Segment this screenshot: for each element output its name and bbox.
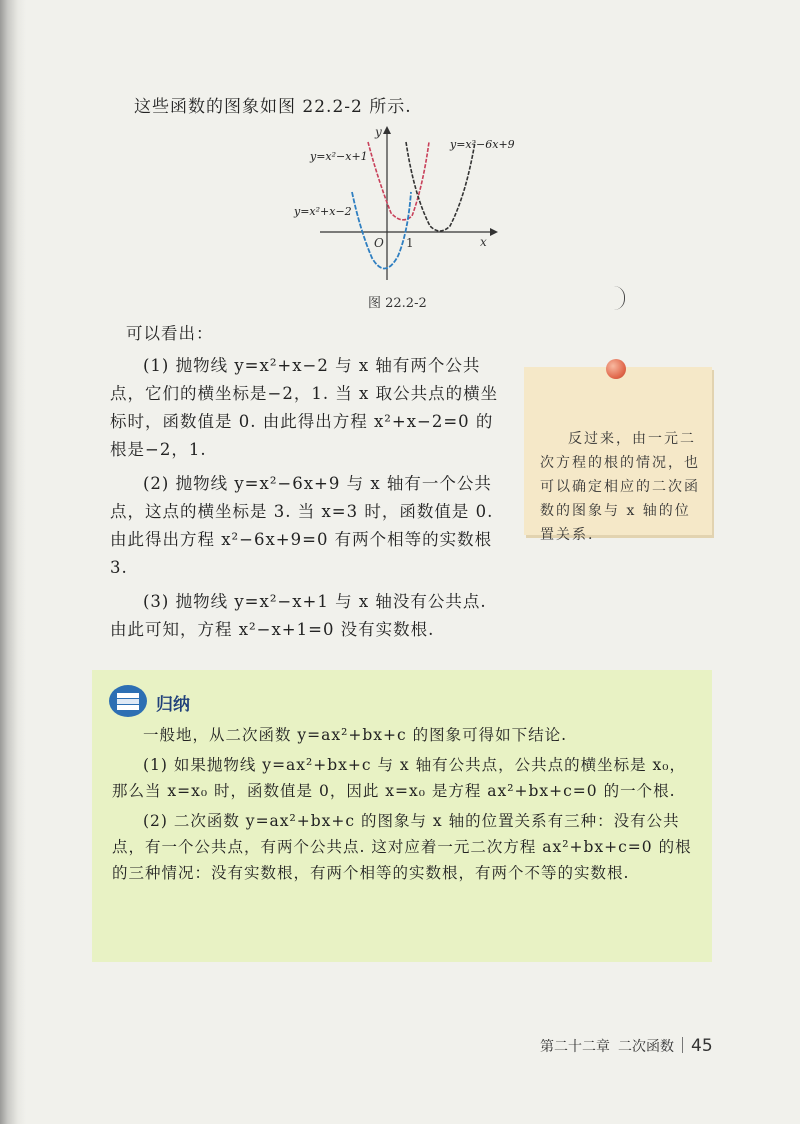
curve-x2-minus-x-plus-1 (368, 142, 429, 220)
axis-x-label: x (480, 235, 487, 249)
side-note (524, 367, 712, 543)
observation-item-1: (1) 抛物线 y=x²+x−2 与 x 轴有两个公共点，它们的横坐标是−2，1. 当 x 取公共点的横坐标时，函数值是 0. 由此得出方程 x²+x−2=0 的根是−2，1. (110, 356, 499, 459)
pushpin-icon (606, 359, 626, 379)
observation-item-2: (2) 抛物线 y=x²−6x+9 与 x 轴有一个公共点，这点的横坐标是 3. 当 x=3 时，函数值是 0. 由此得出方程 x²−6x+9=0 有两个相等的实数根 3. (110, 474, 494, 577)
summary-body (112, 722, 702, 886)
x-axis-arrow (490, 228, 498, 236)
summary-box (92, 670, 712, 962)
curve-label-x2-plus-x-minus-2: y=x²+x−2 (294, 205, 352, 218)
parabola-graph (290, 120, 540, 290)
chapter-title: 二次函数 (618, 1039, 674, 1055)
page-footer (540, 1036, 713, 1056)
page-binding-edge (0, 0, 26, 1124)
axis-y-label: y (375, 125, 382, 139)
curve-label-x2-minus-6x-plus-9: y=x²−6x+9 (450, 138, 515, 151)
observation-text (110, 320, 505, 644)
y-axis-arrow (383, 126, 391, 134)
intro-sentence: 这些函数的图象如图 22.2-2 所示. (134, 97, 412, 117)
books-icon (108, 684, 148, 718)
summary-item-2: (2) 二次函数 y=ax²+bx+c 的图象与 x 轴的位置关系有三种：没有公共点，有一个公共点，有两个公共点. 这对应着一元二次方程 ax²+bx+c=0 的根的三种情况：没有实数根，有两个相等的实数根，有两个不等的实数根. (112, 812, 692, 882)
page-number: 45 (691, 1036, 713, 1056)
observation-item-3: (3) 抛物线 y=x²−x+1 与 x 轴没有公共点. 由此可知，方程 x²−x+1=0 没有实数根. (110, 592, 487, 639)
chapter-label: 第二十二章 (540, 1039, 610, 1055)
footer-divider (682, 1037, 683, 1053)
curve-x2-minus-6x-plus-9 (406, 142, 475, 231)
page-fold-mark (614, 286, 625, 310)
summary-title: 归纳 (156, 695, 190, 715)
summary-lead: 一般地，从二次函数 y=ax²+bx+c 的图象可得如下结论. (143, 726, 568, 744)
observation-lead: 可以看出： (126, 324, 214, 343)
tick-one-label: 1 (406, 236, 414, 250)
curve-label-x2-minus-x-plus-1: y=x²−x+1 (310, 150, 368, 163)
curve-x2-plus-x-minus-2 (352, 192, 411, 269)
summary-item-1: (1) 如果抛物线 y=ax²+bx+c 与 x 轴有公共点，公共点的横坐标是 x₀，那么当 x=x₀ 时，函数值是 0，因此 x=x₀ 是方程 ax²+bx+c=0 的一个根. (112, 756, 686, 800)
figure-caption: 图 22.2-2 (368, 296, 427, 311)
parabola-figure (290, 120, 540, 300)
side-note-text: 反过来，由一元二次方程的根的情况，也可以确定相应的二次函数的图象与 x 轴的位置关系. (540, 431, 700, 543)
origin-label: O (374, 236, 384, 250)
